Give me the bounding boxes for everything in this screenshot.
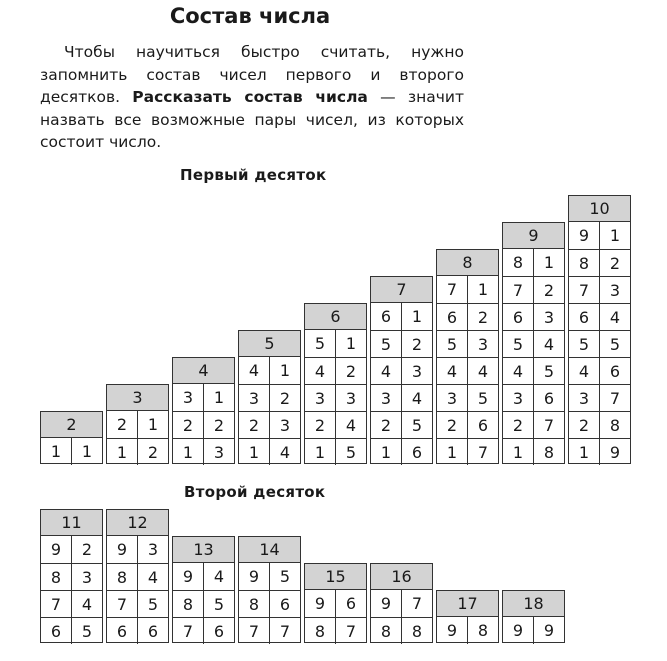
table-row [371,357,432,384]
table-row [107,536,168,563]
composition-table-3 [106,384,169,464]
table-row [569,384,630,411]
table-row [107,590,168,617]
addend-right: 2 [213,415,225,435]
addend-right: 9 [543,621,555,640]
composition-table-5 [238,330,301,464]
addend-right: 4 [279,442,291,462]
addend-left: 1 [41,438,72,465]
composition-table-13 [172,536,235,643]
addend-right: 8 [411,621,423,641]
intro-paragraph [40,41,464,154]
addend-right: 3 [279,415,291,435]
addend-left: 3 [437,385,468,411]
table-row [503,411,564,438]
table-row [41,563,102,590]
table-row [569,249,630,276]
table-row [371,590,432,617]
table-header-number: 3 [107,385,168,411]
composition-table-8 [436,249,499,464]
table-row [503,617,564,644]
second-decade-title: Второй десяток [184,483,326,501]
addend-left: 5 [503,331,534,357]
addend-left: 9 [41,536,72,563]
addend-right: 5 [345,442,357,462]
addend-left: 7 [41,591,72,617]
first-decade-title: Первый десяток [180,166,327,184]
table-row [173,411,234,438]
table-row [305,411,366,438]
addend-left: 8 [41,564,72,590]
addend-left: 6 [371,303,402,330]
addend-left: 4 [437,358,468,384]
addend-left: 4 [239,357,270,384]
table-row [173,590,234,617]
addend-left: 2 [503,412,534,438]
addend-right: 9 [609,442,621,462]
table-row [107,438,168,465]
addend-left: 9 [239,563,270,590]
addend-right: 5 [279,567,291,586]
addend-right: 3 [543,307,555,327]
table-row [569,330,630,357]
addend-left: 1 [503,439,534,465]
addend-right: 2 [477,307,489,327]
table-row [437,411,498,438]
addend-left: 1 [305,439,336,465]
addend-left: 7 [239,618,270,644]
addend-right: 3 [609,280,621,300]
addend-right: 1 [477,280,489,299]
addend-left: 3 [503,385,534,411]
table-row [437,438,498,465]
addend-left: 6 [107,618,138,644]
table-row [305,357,366,384]
addend-right: 3 [345,388,357,408]
addend-left: 7 [569,277,600,303]
addend-right: 3 [81,567,93,587]
table-row [239,357,300,384]
addend-left: 2 [569,412,600,438]
addend-right: 7 [543,415,555,435]
addend-left: 1 [107,439,138,465]
addend-right: 4 [345,415,357,435]
table-row [239,438,300,465]
addend-left: 6 [503,304,534,330]
addend-left: 4 [503,358,534,384]
addend-right: 2 [609,253,621,273]
table-row [305,330,366,357]
addend-right: 4 [81,594,93,614]
table-row [371,411,432,438]
table-row [41,536,102,563]
table-row [371,617,432,644]
table-row [41,590,102,617]
table-row [569,276,630,303]
addend-left: 2 [371,412,402,438]
table-header-number: 17 [437,591,498,617]
table-row [305,438,366,465]
addend-left: 6 [437,304,468,330]
addend-left: 2 [305,412,336,438]
table-row [569,357,630,384]
addend-left: 9 [569,222,600,249]
table-row [371,330,432,357]
table-row [437,384,498,411]
addend-left: 6 [41,618,72,644]
table-row [503,357,564,384]
addend-left: 1 [437,439,468,465]
table-row [371,384,432,411]
addend-right: 4 [477,361,489,381]
addend-right: 7 [345,621,357,641]
composition-table-9 [502,222,565,464]
addend-right: 1 [609,226,621,245]
addend-right: 6 [609,361,621,381]
addend-left: 8 [503,249,534,276]
addend-right: 1 [543,253,555,272]
table-row [503,249,564,276]
addend-left: 8 [173,591,204,617]
table-row [503,303,564,330]
table-row [41,438,102,465]
addend-right: 2 [345,361,357,381]
addend-left: 1 [569,439,600,465]
composition-table-14 [238,536,301,643]
table-row [503,276,564,303]
addend-left: 5 [371,331,402,357]
page-title: Состав числа [169,4,331,28]
table-row [503,330,564,357]
addend-left: 7 [503,277,534,303]
table-row [437,617,498,644]
addend-left: 6 [569,304,600,330]
addend-right: 8 [543,442,555,462]
addend-right: 4 [411,388,423,408]
addend-left: 2 [173,412,204,438]
addend-left: 9 [173,563,204,590]
table-row [371,303,432,330]
table-row [305,617,366,644]
table-row [437,357,498,384]
addend-right: 5 [147,594,159,614]
table-row [503,384,564,411]
composition-table-7 [370,276,433,464]
table-header-number: 6 [305,304,366,330]
addend-right: 1 [345,334,357,353]
composition-table-10 [568,195,631,464]
addend-left: 4 [371,358,402,384]
addend-right: 6 [543,388,555,408]
table-row [173,384,234,411]
table-row [503,438,564,465]
addend-left: 2 [107,411,138,438]
addend-right: 7 [411,594,423,613]
intro-text-start: Чтобы научиться быстро считать, нужно запомнить состав чисел первого и второго десятков. [40,43,464,106]
addend-right: 5 [609,334,621,354]
table-row [569,411,630,438]
table-header-number: 10 [569,196,630,222]
table-row [239,617,300,644]
addend-left: 9 [371,590,402,617]
addend-left: 3 [173,384,204,411]
table-row [305,590,366,617]
addend-left: 7 [173,618,204,644]
table-header-number: 11 [41,510,102,536]
table-row [437,330,498,357]
composition-table-17 [436,590,499,643]
table-row [239,384,300,411]
addend-right: 1 [279,361,291,380]
addend-right: 2 [543,280,555,300]
addend-right: 5 [543,361,555,381]
addend-right: 4 [147,567,159,587]
table-row [173,438,234,465]
addend-left: 2 [239,412,270,438]
addend-right: 5 [81,621,93,641]
addend-left: 9 [107,536,138,563]
table-row [41,617,102,644]
addend-left: 5 [437,331,468,357]
addend-left: 1 [371,439,402,465]
table-row [107,617,168,644]
addend-left: 9 [503,617,534,644]
table-header-number: 18 [503,591,564,617]
addend-right: 3 [477,334,489,354]
table-row [107,411,168,438]
addend-left: 2 [437,412,468,438]
table-row [239,563,300,590]
addend-right: 1 [147,415,159,434]
addend-right: 6 [477,415,489,435]
addend-left: 8 [239,591,270,617]
table-row [239,590,300,617]
addend-left: 8 [371,618,402,644]
addend-right: 7 [609,388,621,408]
addend-right: 4 [213,567,225,586]
table-row [305,384,366,411]
intro-text-end: — значит назвать все возможные пары чисел, из которых состоит число. [40,88,464,151]
addend-left: 7 [107,591,138,617]
table-row [107,563,168,590]
table-header-number: 12 [107,510,168,536]
addend-right: 6 [345,594,357,613]
addend-left: 3 [371,385,402,411]
table-header-number: 7 [371,277,432,303]
composition-table-18 [502,590,565,643]
addend-left: 7 [437,276,468,303]
addend-left: 1 [173,439,204,465]
table-row [173,617,234,644]
addend-right: 3 [213,442,225,462]
addend-right: 8 [477,621,489,640]
composition-table-2 [40,411,103,464]
table-header-number: 9 [503,223,564,249]
addend-left: 3 [569,385,600,411]
table-row [569,222,630,249]
addend-left: 8 [569,250,600,276]
addend-right: 2 [411,334,423,354]
addend-right: 3 [411,361,423,381]
addend-right: 7 [477,442,489,462]
addend-right: 6 [411,442,423,462]
composition-table-11 [40,509,103,643]
addend-right: 8 [609,415,621,435]
addend-right: 1 [213,388,225,407]
addend-right: 2 [81,540,93,559]
composition-table-15 [304,563,367,643]
addend-right: 7 [279,621,291,641]
table-row [371,438,432,465]
table-row [569,303,630,330]
addend-left: 5 [569,331,600,357]
addend-left: 4 [569,358,600,384]
addend-left: 8 [305,618,336,644]
addend-right: 1 [411,307,423,326]
addend-left: 9 [437,617,468,644]
table-header-number: 15 [305,564,366,590]
addend-right: 4 [543,334,555,354]
table-header-number: 2 [41,412,102,438]
composition-table-16 [370,563,433,643]
table-row [437,276,498,303]
table-header-number: 16 [371,564,432,590]
addend-right: 2 [279,388,291,408]
addend-right: 2 [147,442,159,462]
addend-right: 1 [81,442,93,461]
addend-left: 4 [305,358,336,384]
addend-right: 4 [609,307,621,327]
table-header-number: 5 [239,331,300,357]
table-row [437,303,498,330]
table-row [173,563,234,590]
addend-right: 5 [411,415,423,435]
table-header-number: 8 [437,250,498,276]
addend-left: 5 [305,330,336,357]
addend-right: 6 [213,621,225,641]
composition-table-6 [304,303,367,464]
addend-right: 6 [147,621,159,641]
addend-right: 3 [147,540,159,559]
table-header-number: 14 [239,537,300,563]
addend-left: 8 [107,564,138,590]
addend-left: 9 [305,590,336,617]
addend-left: 1 [239,439,270,465]
addend-right: 6 [279,594,291,614]
table-header-number: 4 [173,358,234,384]
addend-right: 5 [477,388,489,408]
intro-bold-term: Рассказать состав числа [132,88,368,106]
addend-left: 3 [305,385,336,411]
composition-table-12 [106,509,169,643]
table-row [569,438,630,465]
addend-right: 5 [213,594,225,614]
addend-left: 3 [239,385,270,411]
table-row [239,411,300,438]
table-header-number: 13 [173,537,234,563]
composition-table-4 [172,357,235,464]
